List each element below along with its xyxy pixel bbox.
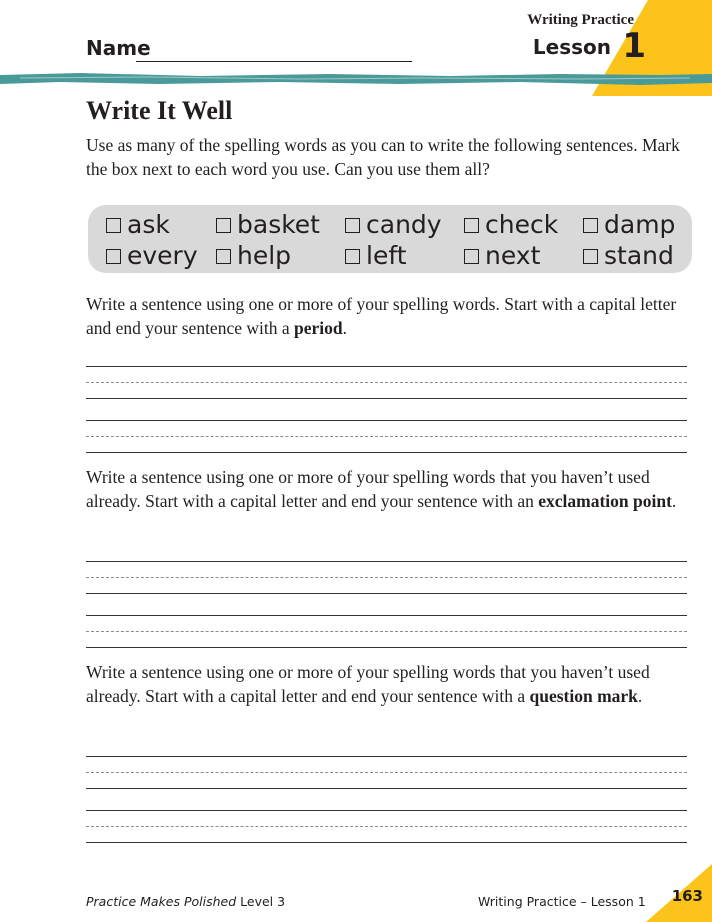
footer-series-title: Practice Makes Polished bbox=[86, 894, 237, 909]
word-label: every bbox=[127, 241, 198, 270]
prompt-text: Write a sentence using one or more of your spelling words. Start with a capital letter and end your sentence with a bbox=[86, 294, 677, 338]
prompt-text-end: . bbox=[342, 318, 347, 338]
writing-midline bbox=[86, 436, 687, 437]
writing-line bbox=[86, 788, 687, 789]
word-label: next bbox=[485, 241, 541, 270]
writing-line bbox=[86, 366, 687, 367]
writing-midline bbox=[86, 382, 687, 383]
prompt-2 bbox=[86, 465, 696, 513]
word-bank bbox=[88, 205, 692, 273]
prompt-text: Write a sentence using one or more of your spelling words that you haven’t used already. Start with a capital letter and end your sentence with an bbox=[86, 467, 650, 511]
prompt-text: Write a sentence using one or more of your spelling words that you haven’t used already. Start with a capital letter and end your sentence with a bbox=[86, 662, 650, 706]
checkbox-icon[interactable] bbox=[583, 218, 598, 233]
checkbox-icon[interactable] bbox=[216, 249, 231, 264]
writing-line bbox=[86, 398, 687, 399]
writing-midline bbox=[86, 772, 687, 773]
checkbox-icon[interactable] bbox=[345, 218, 360, 233]
footer-series bbox=[86, 894, 285, 909]
prompt-emphasis: question mark bbox=[529, 686, 638, 706]
checkbox-icon[interactable] bbox=[216, 218, 231, 233]
writing-line bbox=[86, 593, 687, 594]
writing-midline bbox=[86, 826, 687, 827]
writing-midline bbox=[86, 631, 687, 632]
prompt-text-end: . bbox=[671, 491, 677, 511]
name-label: Name bbox=[86, 36, 151, 60]
checkbox-icon[interactable] bbox=[106, 218, 121, 233]
word-item[interactable] bbox=[464, 242, 540, 270]
name-line[interactable] bbox=[136, 61, 412, 62]
word-label: left bbox=[366, 241, 407, 270]
header-banner-stroke bbox=[0, 72, 712, 86]
checkbox-icon[interactable] bbox=[464, 249, 479, 264]
writing-line bbox=[86, 756, 687, 757]
checkbox-icon[interactable] bbox=[106, 249, 121, 264]
word-item[interactable] bbox=[106, 242, 198, 270]
word-label: ask bbox=[127, 210, 170, 239]
header-lesson-number: 1 bbox=[622, 26, 646, 66]
writing-line bbox=[86, 842, 687, 843]
word-label: candy bbox=[366, 210, 442, 239]
footer-section: Writing Practice – Lesson 1 bbox=[478, 894, 646, 909]
word-label: help bbox=[237, 241, 292, 270]
writing-line bbox=[86, 420, 687, 421]
checkbox-icon[interactable] bbox=[583, 249, 598, 264]
word-item[interactable] bbox=[106, 211, 170, 239]
word-label: check bbox=[485, 210, 559, 239]
word-item[interactable] bbox=[345, 211, 442, 239]
prompt-emphasis: exclamation point bbox=[538, 491, 672, 511]
word-label: basket bbox=[237, 210, 320, 239]
header-kicker: Writing Practice bbox=[527, 12, 634, 28]
word-item[interactable] bbox=[583, 211, 675, 239]
writing-line bbox=[86, 452, 687, 453]
checkbox-icon[interactable] bbox=[345, 249, 360, 264]
word-item[interactable] bbox=[216, 242, 291, 270]
writing-line bbox=[86, 647, 687, 648]
page-number: 163 bbox=[671, 887, 703, 905]
header-lesson-label: Lesson bbox=[532, 35, 611, 59]
checkbox-icon[interactable] bbox=[464, 218, 479, 233]
page-title: Write It Well bbox=[86, 96, 233, 125]
word-item[interactable] bbox=[216, 211, 320, 239]
word-label: stand bbox=[604, 241, 674, 270]
word-item[interactable] bbox=[345, 242, 407, 270]
writing-midline bbox=[86, 577, 687, 578]
word-item[interactable] bbox=[583, 242, 674, 270]
writing-line bbox=[86, 561, 687, 562]
instructions: Use as many of the spelling words as you can to write the following sentences. Mark the box next to each word you use. Can you use them all? bbox=[86, 135, 680, 179]
writing-line bbox=[86, 615, 687, 616]
footer-level: Level 3 bbox=[240, 894, 286, 909]
prompt-1 bbox=[86, 292, 696, 340]
word-label: damp bbox=[604, 210, 676, 239]
writing-line bbox=[86, 810, 687, 811]
word-item[interactable] bbox=[464, 211, 558, 239]
prompt-3 bbox=[86, 660, 696, 708]
prompt-text-end: . bbox=[637, 686, 643, 706]
prompt-emphasis: period bbox=[293, 318, 343, 338]
